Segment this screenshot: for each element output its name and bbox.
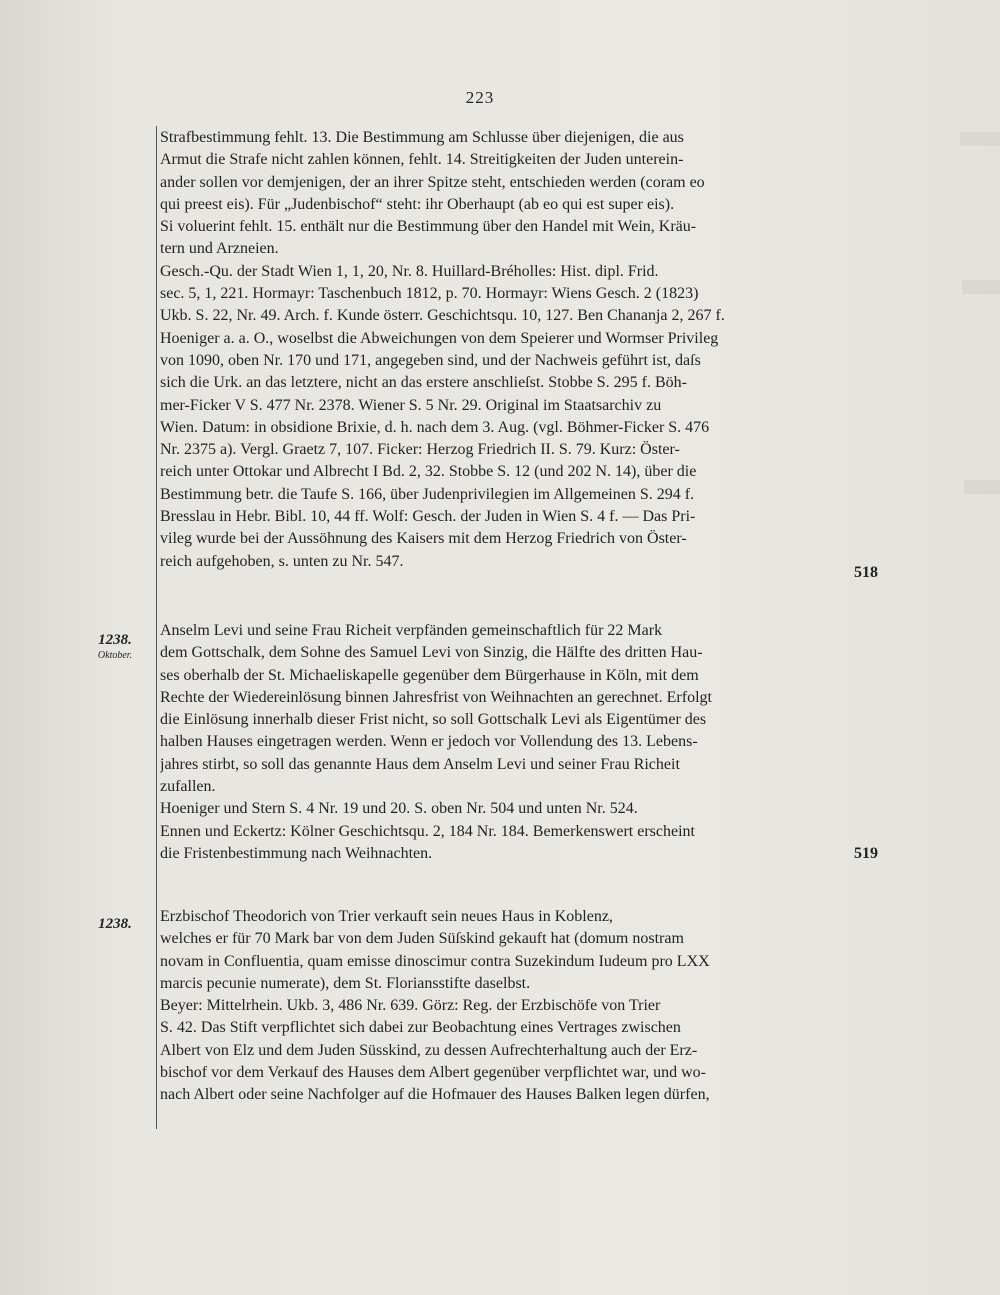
text-line: marcis pecunie numerate), dem St. Floriansstifte daselbst.	[160, 974, 531, 992]
text-line: ses oberhalb der St. Michaeliskapelle gegenüber dem Bürgerhause in Köln, mit dem	[160, 666, 699, 684]
text-line: halben Hauses eingetragen werden. Wenn er jedoch vor Vollendung des 13. Lebens-	[160, 733, 698, 751]
text-line: Erzbischof Theodorich von Trier verkauft sein neues Haus in Koblenz,	[160, 908, 613, 925]
text-line: Strafbestimmung fehlt. 13. Die Bestimmung am Schlusse über diejenigen, die aus	[160, 129, 684, 146]
text-line: Rechte der Wiedereinlösung binnen Jahresfrist von Weihnachten an gerechnet. Erfolgt	[160, 688, 712, 706]
text-line: dem Gottschalk, dem Sohne des Samuel Levi von Sinzig, die Hälfte des dritten Hau-	[160, 644, 703, 662]
entry-520-text	[160, 906, 878, 1107]
bleed-through-mark	[964, 480, 1000, 494]
text-line: jahres stirbt, so soll das genannte Haus dem Anselm Levi und seiner Frau Richeit	[160, 755, 680, 773]
text-line: sich die Urk. an das letztere, nicht an das erstere anschlieſst. Stobbe S. 295 f. Böh-	[160, 374, 687, 392]
text-line: reich aufgehoben, s. unten zu Nr. 547.	[160, 552, 404, 570]
text-line: Ennen und Eckertz: Kölner Geschichtsqu. 2, 184 Nr. 184. Bemerkenswert erscheint	[160, 822, 695, 840]
text-line: Hoeniger a. a. O., woselbst die Abweichungen von dem Speierer und Wormser Privileg	[160, 329, 719, 347]
text-line: nach Albert oder seine Nachfolger auf die Hofmauer des Hauses Balken legen dürfen,	[160, 1086, 710, 1104]
text-line: sec. 5, 1, 221. Hormayr: Taschenbuch 1812, p. 70. Hormayr: Wiens Gesch. 2 (1823)	[160, 285, 699, 303]
text-line: Armut die Strafe nicht zahlen können, fehlt. 14. Streitigkeiten der Juden unterein-	[160, 151, 684, 169]
text-line: bischof vor dem Verkauf des Hauses dem Albert gegenüber verpflichtet war, und wo-	[160, 1064, 707, 1082]
entry-number-518: 518	[854, 564, 878, 581]
text-line: Nr. 2375 a). Vergl. Graetz 7, 107. Ficker: Herzog Friedrich II. S. 79. Kurz: Öster-	[160, 441, 680, 459]
margin-rule	[156, 126, 157, 1129]
text-line: reich unter Ottokar und Albrecht I Bd. 2, 32. Stobbe S. 12 (und 202 N. 14), über die	[160, 463, 697, 481]
text-line: tern und Arzneien.	[160, 240, 279, 258]
text-line: Hoeniger und Stern S. 4 Nr. 19 und 20. S. oben Nr. 504 und unten Nr. 524.	[160, 800, 638, 818]
text-line: Si voluerint fehlt. 15. enthält nur die Bestimmung über den Handel mit Wein, Kräu-	[160, 218, 697, 236]
text-line: qui preest eis). Für „Judenbischof“ steht: ihr Oberhaupt (ab eo qui est super eis).	[160, 195, 675, 213]
entry-517-continuation	[160, 127, 878, 573]
text-line: Wien. Datum: in obsidione Brixie, d. h. nach dem 3. Aug. (vgl. Böhmer-Ficker S. 476	[160, 418, 710, 436]
text-line: Bresslau in Hebr. Bibl. 10, 44 ff. Wolf: Gesch. der Juden in Wien S. 4 f. — Das Pri-	[160, 508, 696, 526]
text-line: die Einlösung innerhalb dieser Frist nicht, so soll Gottschalk Levi als Eigentümer des	[160, 711, 707, 729]
text-line: Ukb. S. 22, Nr. 49. Arch. f. Kunde österr. Geschichtsqu. 10, 127. Ben Chananja 2, 267 f.	[160, 307, 725, 325]
entry-number-519: 519	[854, 845, 878, 862]
date-year: 1238.	[98, 632, 132, 648]
text-line: Beyer: Mittelrhein. Ukb. 3, 486 Nr. 639. Görz: Reg. der Erzbischöfe von Trier	[160, 997, 661, 1015]
entry-date-519	[70, 632, 160, 664]
text-line: Gesch.-Qu. der Stadt Wien 1, 1, 20, Nr. 8. Huillard-Bréholles: Hist. dipl. Frid.	[160, 262, 659, 280]
text-line: welches er für 70 Mark bar von dem Juden Süſskind gekauft hat (domum nostram	[160, 930, 684, 948]
entry-519-text	[160, 620, 878, 865]
date-month: Oktober.	[97, 650, 133, 661]
text-line: Anselm Levi und seine Frau Richeit verpfänden gemeinschaftlich für 22 Mark	[160, 622, 663, 639]
text-line: ander sollen vor demjenigen, der an ihrer Spitze steht, entschieden werden (coram eo	[160, 173, 705, 191]
text-line: Albert von Elz und dem Juden Süsskind, zu dessen Aufrechterhaltung auch der Erz-	[160, 1041, 698, 1059]
bleed-through-mark	[960, 132, 1000, 146]
entry-date-520: 1238.	[98, 916, 132, 932]
page-number: 223	[465, 88, 495, 107]
text-line: novam in Confluentia, quam emisse dinoscimur contra Suzekindum Iudeum pro LXX	[160, 952, 710, 970]
text-line: mer-Ficker V S. 477 Nr. 2378. Wiener S. 5 Nr. 29. Original im Staatsarchiv zu	[160, 396, 662, 414]
text-line: S. 42. Das Stift verpflichtet sich dabei zur Beobachtung eines Vertrages zwischen	[160, 1019, 681, 1037]
text-line: Bestimmung betr. die Taufe S. 166, über Judenprivilegien im Allgemeinen S. 294 f.	[160, 485, 695, 503]
text-line: von 1090, oben Nr. 170 und 171, angegeben sind, und der Nachweis geführt ist, daſs	[160, 351, 701, 369]
text-line: die Fristenbestimmung nach Weihnachten.	[160, 844, 433, 862]
text-line: vileg wurde bei der Aussöhnung des Kaisers mit dem Herzog Friedrich von Öster-	[160, 530, 687, 548]
text-line: zufallen.	[160, 778, 216, 796]
bleed-through-mark	[962, 280, 1000, 294]
